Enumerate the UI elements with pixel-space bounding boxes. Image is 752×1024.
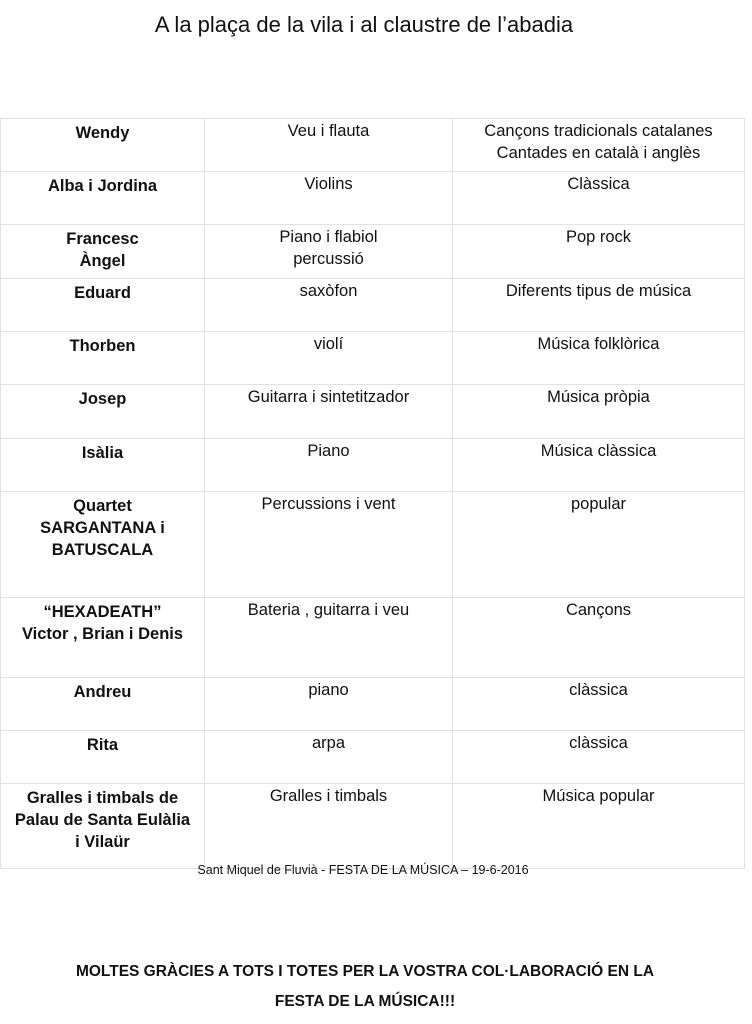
instrument-cell: piano [205, 678, 453, 731]
table-row [1, 439, 745, 492]
table-row [1, 119, 745, 172]
instrument-cell: violí [205, 332, 453, 385]
instrument-cell: Violins [205, 172, 453, 225]
performer-name: Alba i Jordina [1, 172, 205, 225]
performer-name: Quartet SARGANTANA i BATUSCALA [1, 492, 205, 598]
instrument-cell: Guitarra i sintetitzador [205, 385, 453, 439]
instrument-cell: arpa [205, 731, 453, 784]
genre-cell: clàssica [453, 731, 745, 784]
performer-name: Isàlia [1, 439, 205, 492]
genre-cell: clàssica [453, 678, 745, 731]
footer-note: Sant Miquel de Fluvià - FESTA DE LA MÚSICA – 19-6-2016 [197, 863, 529, 877]
table-row [1, 385, 745, 439]
table-row [1, 784, 745, 869]
genre-cell: Diferents tipus de música [453, 279, 745, 332]
performer-name: Gralles i timbals de Palau de Santa Eulàlia i Vilaür [1, 784, 205, 869]
genre-cell: Música folklòrica [453, 332, 745, 385]
genre-cell: Pop rock [453, 225, 745, 279]
instrument-cell: Gralles i timbals [205, 784, 453, 869]
performer-name: Andreu [1, 678, 205, 731]
table-row [1, 172, 745, 225]
instrument-cell: Piano i flabiol percussió [205, 225, 453, 279]
genre-cell: Clàssica [453, 172, 745, 225]
thanks-message: MOLTES GRÀCIES A TOTS I TOTES PER LA VOSTRA COL·LABORACIÓ EN LA FESTA DE LA MÚSICA!!! [75, 963, 655, 1010]
instrument-cell: Percussions i vent [205, 492, 453, 598]
performers-table [0, 118, 745, 869]
table-row [1, 279, 745, 332]
genre-cell: Cançons [453, 598, 745, 678]
table-row [1, 678, 745, 731]
page-title: A la plaça de la vila i al claustre de l’abadia [154, 12, 574, 37]
table-row [1, 598, 745, 678]
table-row [1, 332, 745, 385]
instrument-cell: saxòfon [205, 279, 453, 332]
instrument-cell: Piano [205, 439, 453, 492]
genre-cell: Música clàssica [453, 439, 745, 492]
instrument-cell: Bateria , guitarra i veu [205, 598, 453, 678]
table-row [1, 225, 745, 279]
genre-cell: Música popular [453, 784, 745, 869]
genre-cell: Cançons tradicionals catalanes Cantades en català i anglès [453, 119, 745, 172]
performer-name: Thorben [1, 332, 205, 385]
performer-name: Rita [1, 731, 205, 784]
performer-name: Eduard [1, 279, 205, 332]
genre-cell: Música pròpia [453, 385, 745, 439]
performer-name: Josep [1, 385, 205, 439]
performer-name: Francesc Àngel [1, 225, 205, 279]
instrument-cell: Veu i flauta [205, 119, 453, 172]
table-row [1, 731, 745, 784]
genre-cell: popular [453, 492, 745, 598]
performer-name: “HEXADEATH” Victor , Brian i Denis [1, 598, 205, 678]
table-row [1, 492, 745, 598]
performer-name: Wendy [1, 119, 205, 172]
